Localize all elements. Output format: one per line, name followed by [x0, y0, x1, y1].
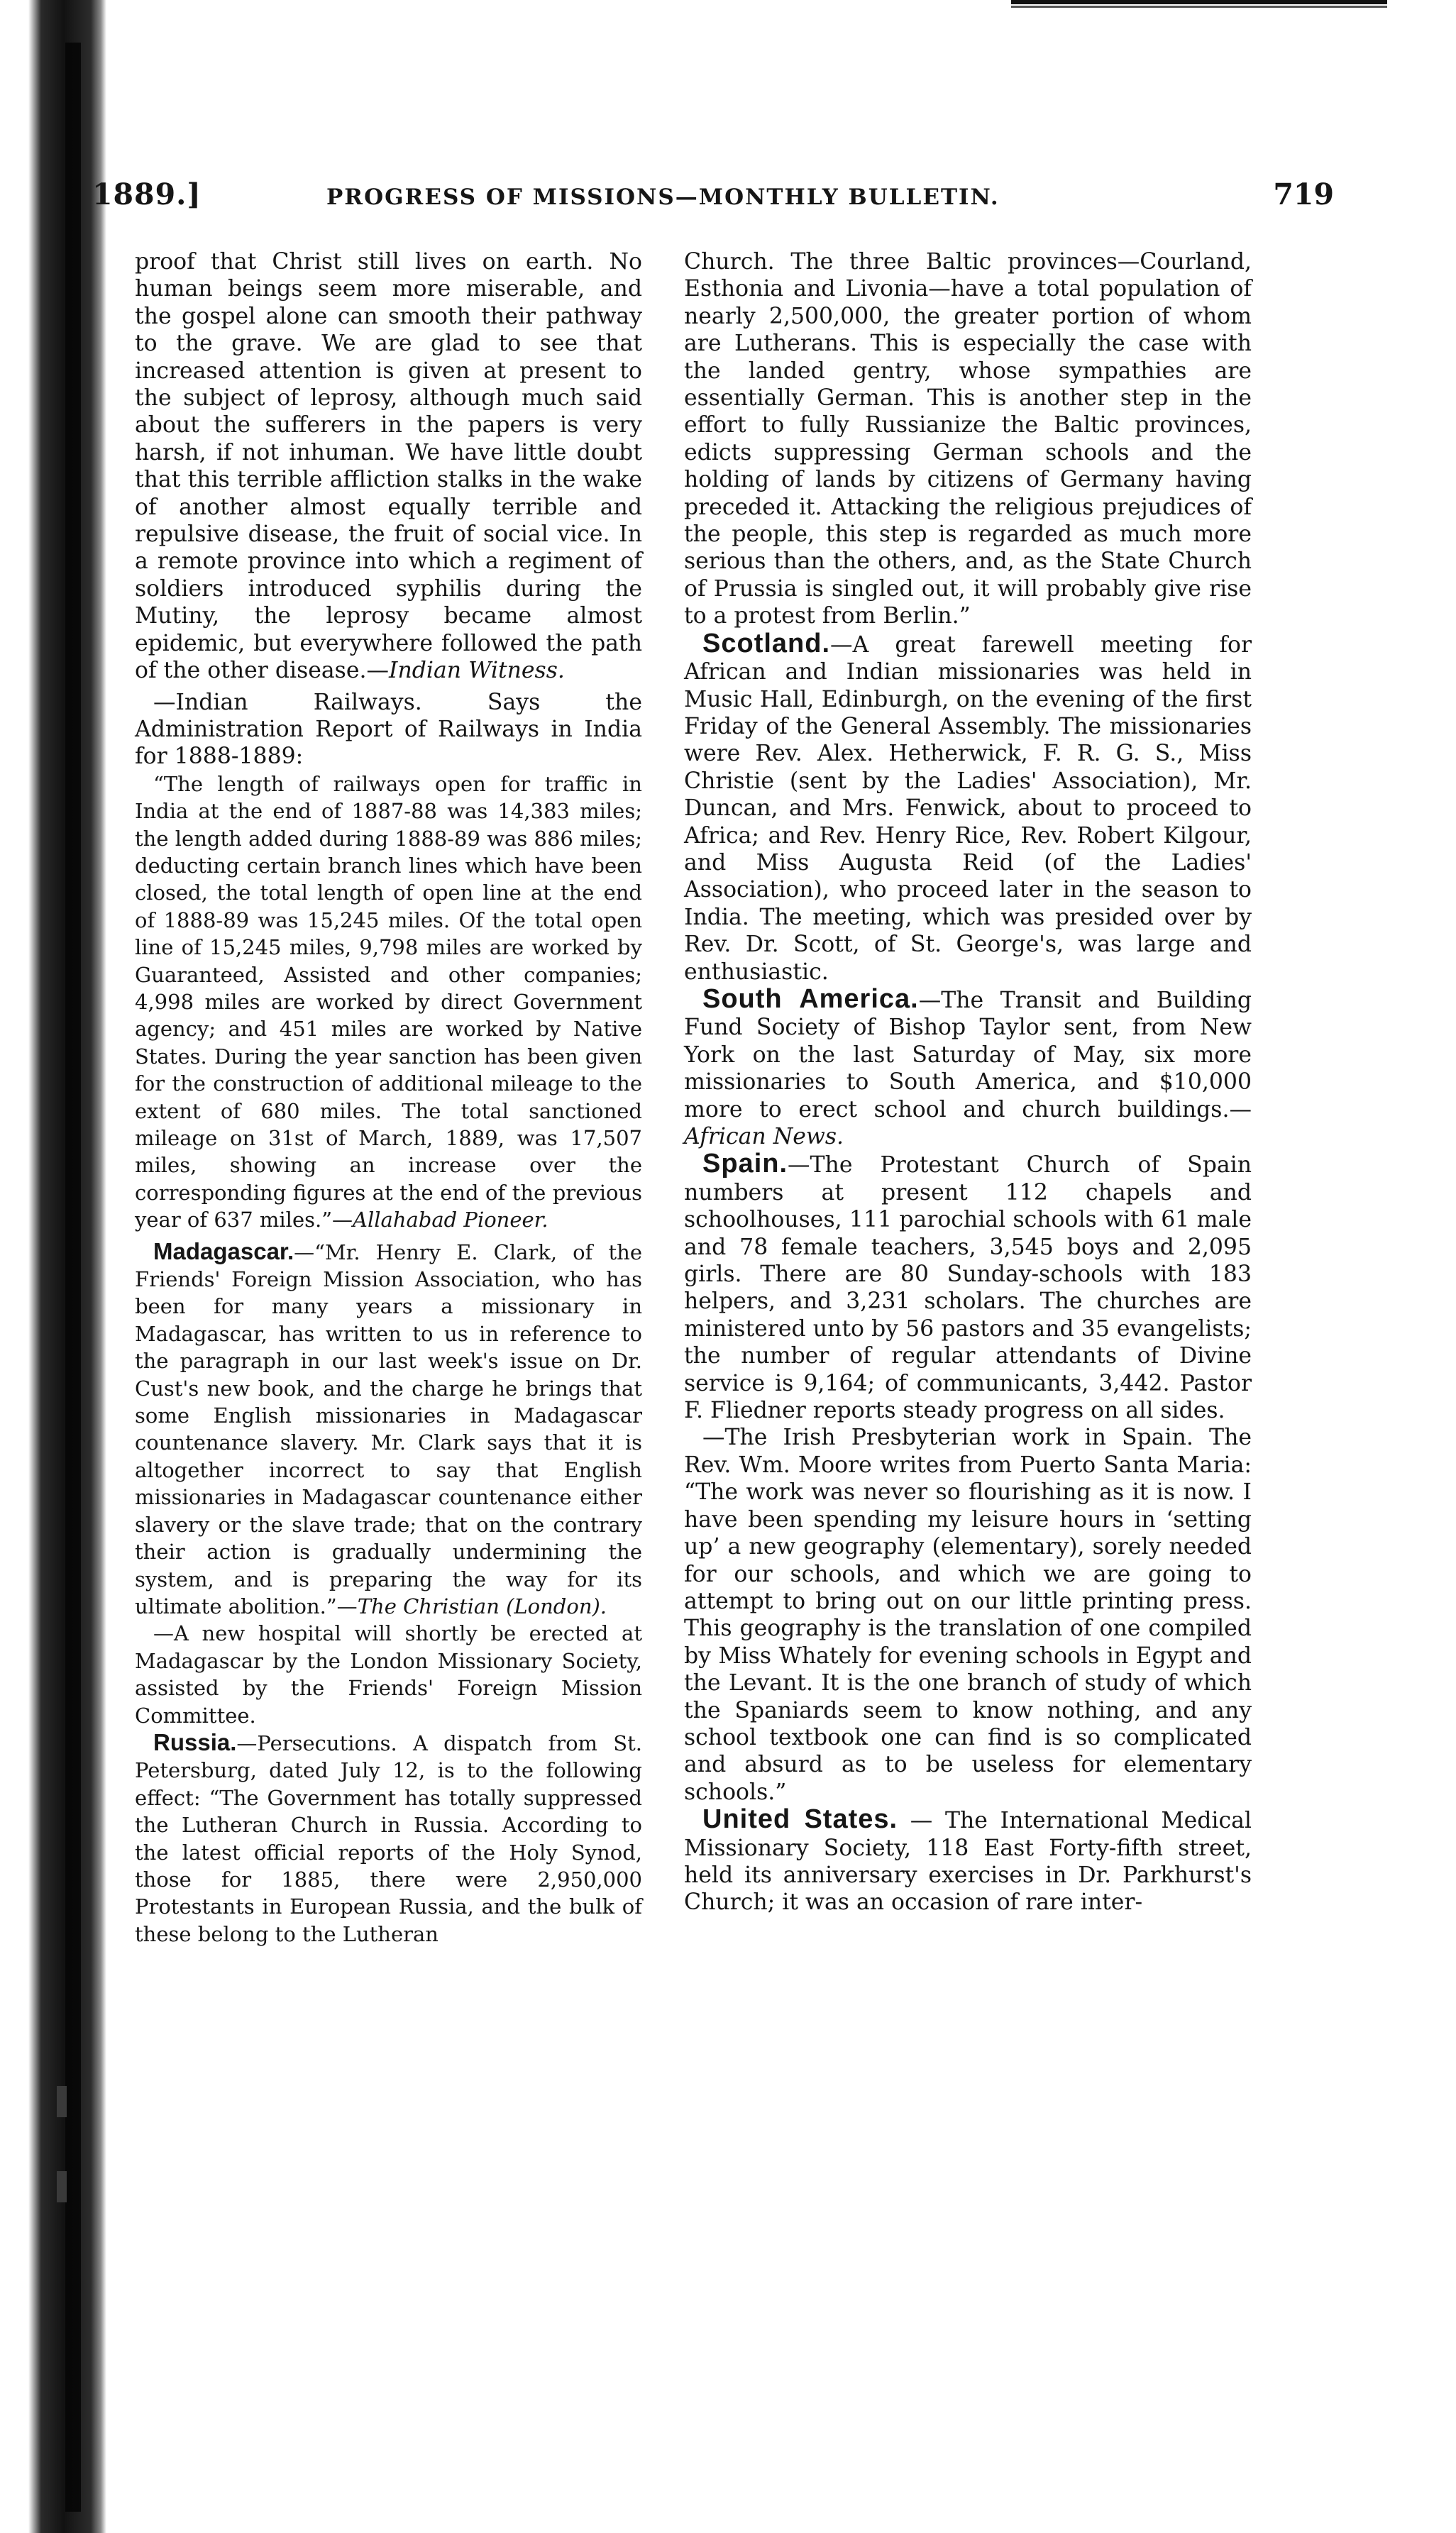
paragraph-railways-quote — [135, 771, 642, 1234]
paragraph-text: “The length of railways open for traffic in India at the end of 1887-88 was 14,383 miles; the length added during 1888-89 was 886 miles; deducting certain branch lines which have been closed, the total length of open line at the end of 1888-89 was 15,245 miles. Of the total open line of 15,245 miles, 9,798 miles are worked by Guaranteed, Assisted and other companies; 4,998 miles are worked by direct Government agency; and 451 miles are worked by Native States. During the year sanction has been given for the construction of additional mileage to the extent of 680 miles. The total sanctioned mileage on 31st of March, 1889, was 17,507 miles, showing an increase over the corresponding figures at the end of the previous year of 637 miles.”— — [135, 771, 642, 1232]
left-column — [135, 248, 642, 1948]
source-citation: Allahabad Pioneer. — [353, 1208, 548, 1232]
gutter-mark — [57, 2171, 67, 2202]
paragraph-united-states — [684, 1806, 1252, 1916]
section-heading-united-states: United States. — [702, 1804, 898, 1835]
book-spine-shadow — [0, 0, 106, 2533]
running-title: PROGRESS OF MISSIONS—MONTHLY BULLETIN. — [326, 184, 1000, 210]
source-citation: African News. — [684, 1124, 844, 1149]
paragraph-text: —“Mr. Henry E. Clark, of the Friends' Foreign Mission Association, who has been for many years a missionary in Madagascar, has written to us in reference to the paragraph in our last week's issue on Dr. Cust's new book, and the charge he brings that some English missionaries in Madagascar countenance slavery. Mr. Clark says that it is altogether incorrect to say that English missionaries in Madagascar countenance either slavery or the slave trade; that on the contrary their action is gradually undermining the system, and is preparing the way for its ultimate abolition.”— — [135, 1240, 642, 1618]
header-year: 1889.] — [92, 177, 202, 211]
paragraph-irish-presbyterian: —The Irish Presbyterian work in Spain. The Rev. Wm. Moore writes from Puerto Santa Maria: “The work was never so flourishing as it is now. I have been spending my leisure hours in ‘setting up’ a new geography (elementary), sorely needed for our schools, and which we are going to attempt to bring out on our little printing press. This geography is the translation of one compiled by Miss Whately for evening schools in Egypt and the Levant. It is the one branch of study of which the Spaniards seem to know nothing, and any school textbook one can find is so complicated and absurd as to be useless for elementary schools.” — [684, 1425, 1252, 1805]
paragraph-madagascar — [135, 1238, 642, 1621]
section-heading-madagascar: Madagascar. — [153, 1237, 294, 1264]
paragraph-baltic: Church. The three Baltic provinces—Courland, Esthonia and Livonia—have a total population of nearly 2,500,000, the greater portion of whom are Lutherans. This is especially the case with the landed gentry, whose sympathies are essentially German. This is another step in the effort to fully Russianize the Baltic provinces, edicts suppressing German schools and the holding of lands by citizens of Germany having preceded it. Attacking the religious prejudices of the people, this step is regarded as much more serious than the others, and, as the State Church of Prussia is singled out, it will probably give rise to a protest from Berlin.” — [684, 249, 1252, 629]
paragraph-text: proof that Christ still lives on earth. No human beings seem more miserable, and the gospel alone can smooth their pathway to the grave. We are glad to see that increased attention is given at present to the subject of leprosy, although much said about the sufferers in the papers is very harsh, if not inhuman. We have little doubt that this terrible affliction stalks in the wake of another almost equally terrible and repulsive disease, the fruit of social vice. In a remote province into which a regiment of soldiers introduced syphilis during the Mutiny, the leprosy became almost epidemic, but everywhere followed the path of the other disease.— — [135, 249, 642, 684]
top-rule — [1011, 0, 1387, 4]
paragraph-leprosy — [135, 248, 642, 685]
page-number: 719 — [1273, 177, 1334, 211]
paragraph-text: — The International Medical Missionary Society, 118 East Forty-fifth street, held its anniversary exercises in Dr. Parkhurst's Church; it was an occasion of rare inter- — [684, 1808, 1252, 1916]
page-header — [92, 177, 1334, 227]
paragraph-scotland — [684, 630, 1252, 986]
source-citation: The Christian (London). — [357, 1594, 607, 1618]
paragraph-madagascar-hospital: —A new hospital will shortly be erected at Madagascar by the London Missionary Society, assisted by the Friends' Foreign Mission Committee. — [135, 1621, 642, 1728]
paragraph-text: —The Transit and Building Fund Society of Bishop Taylor sent, from New York on the last Saturday of May, six more missionaries to South America, and $10,000 more to erect school and church buildings.— — [684, 987, 1252, 1122]
paragraph-spain — [684, 1150, 1252, 1424]
section-heading-spain: Spain. — [702, 1149, 788, 1179]
section-heading-russia: Russia. — [153, 1728, 237, 1755]
book-gutter — [65, 43, 81, 2512]
gutter-mark — [57, 2086, 67, 2117]
top-rule-secondary — [1011, 6, 1387, 8]
paragraph-russia — [135, 1729, 642, 1948]
right-column — [684, 248, 1252, 1916]
paragraph-text: —Persecutions. A dispatch from St. Petersburg, dated July 12, is to the following effect: “The Government has totally suppressed the Lutheran Church in Russia. According to the latest official reports of the Holy Synod, those for 1885, there were 2,950,000 Protestants in European Russia, and the bulk of these belong to the Lutheran — [135, 1731, 642, 1946]
paragraph-south-america — [684, 983, 1252, 1150]
paragraph-text: —A great farewell meeting for African and Indian missionaries was held in Music Hall, Edinburgh, on the evening of the first Friday of the General Assembly. The missionaries were Rev. Alex. Hetherwick, F. R. G. S., Miss Christie (sent by the Ladies' Association), Mr. Duncan, and Mrs. Fenwick, about to proceed to Africa; and Rev. Henry Rice, Rev. Robert Kilgour, and Miss Augusta Reid (of the Ladies' Association), who proceed later in the season to India. The meeting, which was presided over by Rev. Dr. Scott, of St. George's, was large and enthusiastic. — [684, 631, 1252, 985]
paragraph-text: —The Protestant Church of Spain numbers at present 112 chapels and schoolhouses, 111 parochial schools with 61 male and 78 female teachers, 3,545 boys and 2,095 girls. There are 80 Sunday-schools with 183 helpers, and 3,231 scholars. The churches are ministered unto by 56 pastors and 35 evangelists; the number of regular attendants of Divine service is 9,164; of communicants, 3,442. Pastor F. Fliedner reports steady progress on all sides. — [684, 1152, 1252, 1424]
section-heading-scotland: Scotland. — [702, 628, 831, 658]
paragraph-indian-railways: —Indian Railways. Says the Administration Report of Railways in India for 1888-1889: — [135, 689, 642, 770]
section-heading-south-america: South America. — [702, 983, 919, 1014]
source-citation: Indian Witness. — [389, 658, 565, 684]
